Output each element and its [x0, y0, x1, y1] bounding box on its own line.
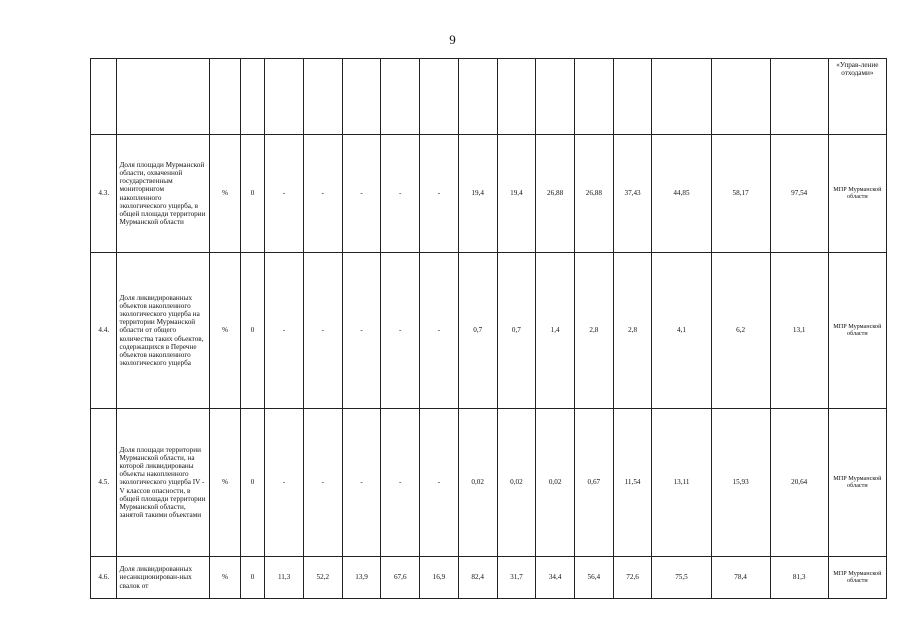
- cell-value: -: [381, 409, 420, 557]
- cell-value: -: [381, 135, 420, 253]
- cell-value: 56,4: [574, 557, 613, 599]
- cell-value: -: [265, 135, 304, 253]
- cell-value: -: [303, 135, 342, 253]
- cell-value: 2,8: [574, 253, 613, 409]
- cell-number: 4.6.: [91, 557, 117, 599]
- cell-value: 72,6: [613, 557, 652, 599]
- cell-value: 26,88: [574, 135, 613, 253]
- cell-value: -: [420, 253, 459, 409]
- cell-unit: %: [210, 253, 241, 409]
- cell-value: 13,11: [652, 409, 711, 557]
- cell-value: -: [303, 253, 342, 409]
- cell-owner: МПР Мурманской области: [828, 253, 886, 409]
- cell-value: -: [420, 135, 459, 253]
- cell-value: 0,02: [458, 409, 497, 557]
- cell-value: 2,8: [613, 253, 652, 409]
- cell-base-value: 0: [240, 253, 264, 409]
- cell-indicator-name: Доля площади территории Мурманской области, на которой ликвидированы объекты накопленного экологического ущерба IV - V классов опасности, в общей площади территории Мурманской области, занятой такими объектами: [117, 409, 210, 557]
- cell-value: 81,3: [770, 557, 828, 599]
- cell-value: 13,1: [770, 253, 828, 409]
- cell-value: 67,6: [381, 557, 420, 599]
- cell-value: -: [420, 409, 459, 557]
- cell-owner: МПР Мурманской области: [828, 135, 886, 253]
- cell-indicator-name: Доля ликвидированных объектов накопленного экологического ущерба на территории Мурманской области от общего количества таких объектов, содержащихся в Перечне объектов накопленного экологического ущерба: [117, 253, 210, 409]
- cell-value: 0,7: [497, 253, 536, 409]
- cell-value: 82,4: [458, 557, 497, 599]
- indicators-table: [90, 58, 887, 599]
- cell-value: 6,2: [711, 253, 770, 409]
- cell-value: 19,4: [458, 135, 497, 253]
- cell-value: -: [265, 409, 304, 557]
- cell-value: 31,7: [497, 557, 536, 599]
- table-row-header-continuation: [91, 59, 887, 135]
- cell-value: 0,67: [574, 409, 613, 557]
- table-row: [91, 557, 887, 599]
- cell-base-value: 0: [240, 557, 264, 599]
- cell-value: 1,4: [536, 253, 575, 409]
- cell-value: 16,9: [420, 557, 459, 599]
- cell-value: 0,02: [497, 409, 536, 557]
- cell-value: -: [342, 253, 381, 409]
- table-row: [91, 409, 887, 557]
- cell-base-value: 0: [240, 409, 264, 557]
- cell-value: 19,4: [497, 135, 536, 253]
- cell-owner: МПР Мурманской области: [828, 409, 886, 557]
- cell-value: 75,5: [652, 557, 711, 599]
- cell-unit: %: [210, 409, 241, 557]
- cell-value: 97,54: [770, 135, 828, 253]
- table-row: [91, 135, 887, 253]
- cell-owner: МПР Мурманской области: [828, 557, 886, 599]
- cell-value: 44,85: [652, 135, 711, 253]
- cell-owner-header: «Управ-ление отходами»: [828, 59, 886, 135]
- cell-value: -: [265, 253, 304, 409]
- cell-value: 78,4: [711, 557, 770, 599]
- cell-number: 4.5.: [91, 409, 117, 557]
- cell-value: 11,54: [613, 409, 652, 557]
- cell-value: 26,88: [536, 135, 575, 253]
- cell-value: 15,93: [711, 409, 770, 557]
- page-number: 9: [449, 32, 456, 47]
- cell-value: 58,17: [711, 135, 770, 253]
- cell-value: 34,4: [536, 557, 575, 599]
- cell-unit: %: [210, 557, 241, 599]
- cell-number: 4.3.: [91, 135, 117, 253]
- cell-value: 0,02: [536, 409, 575, 557]
- cell-base-value: 0: [240, 135, 264, 253]
- cell-number: 4.4.: [91, 253, 117, 409]
- cell-value: 13,9: [342, 557, 381, 599]
- cell-value: -: [342, 135, 381, 253]
- cell-unit: %: [210, 135, 241, 253]
- cell-value: -: [342, 409, 381, 557]
- cell-value: -: [381, 253, 420, 409]
- cell-value: 11,3: [265, 557, 304, 599]
- cell-indicator-name: Доля площади Мурманской области, охваченной государственным мониторингом накопленного экологического ущерба, в общей площади территории Мурманской области: [117, 135, 210, 253]
- cell-indicator-name: Доля ликвидированных несанкционирован-ных свалок от: [117, 557, 210, 599]
- cell-value: 0,7: [458, 253, 497, 409]
- cell-value: -: [303, 409, 342, 557]
- cell-value: 37,43: [613, 135, 652, 253]
- cell-value: 4,1: [652, 253, 711, 409]
- cell-value: 52,2: [303, 557, 342, 599]
- table-row: [91, 253, 887, 409]
- cell-value: 20,64: [770, 409, 828, 557]
